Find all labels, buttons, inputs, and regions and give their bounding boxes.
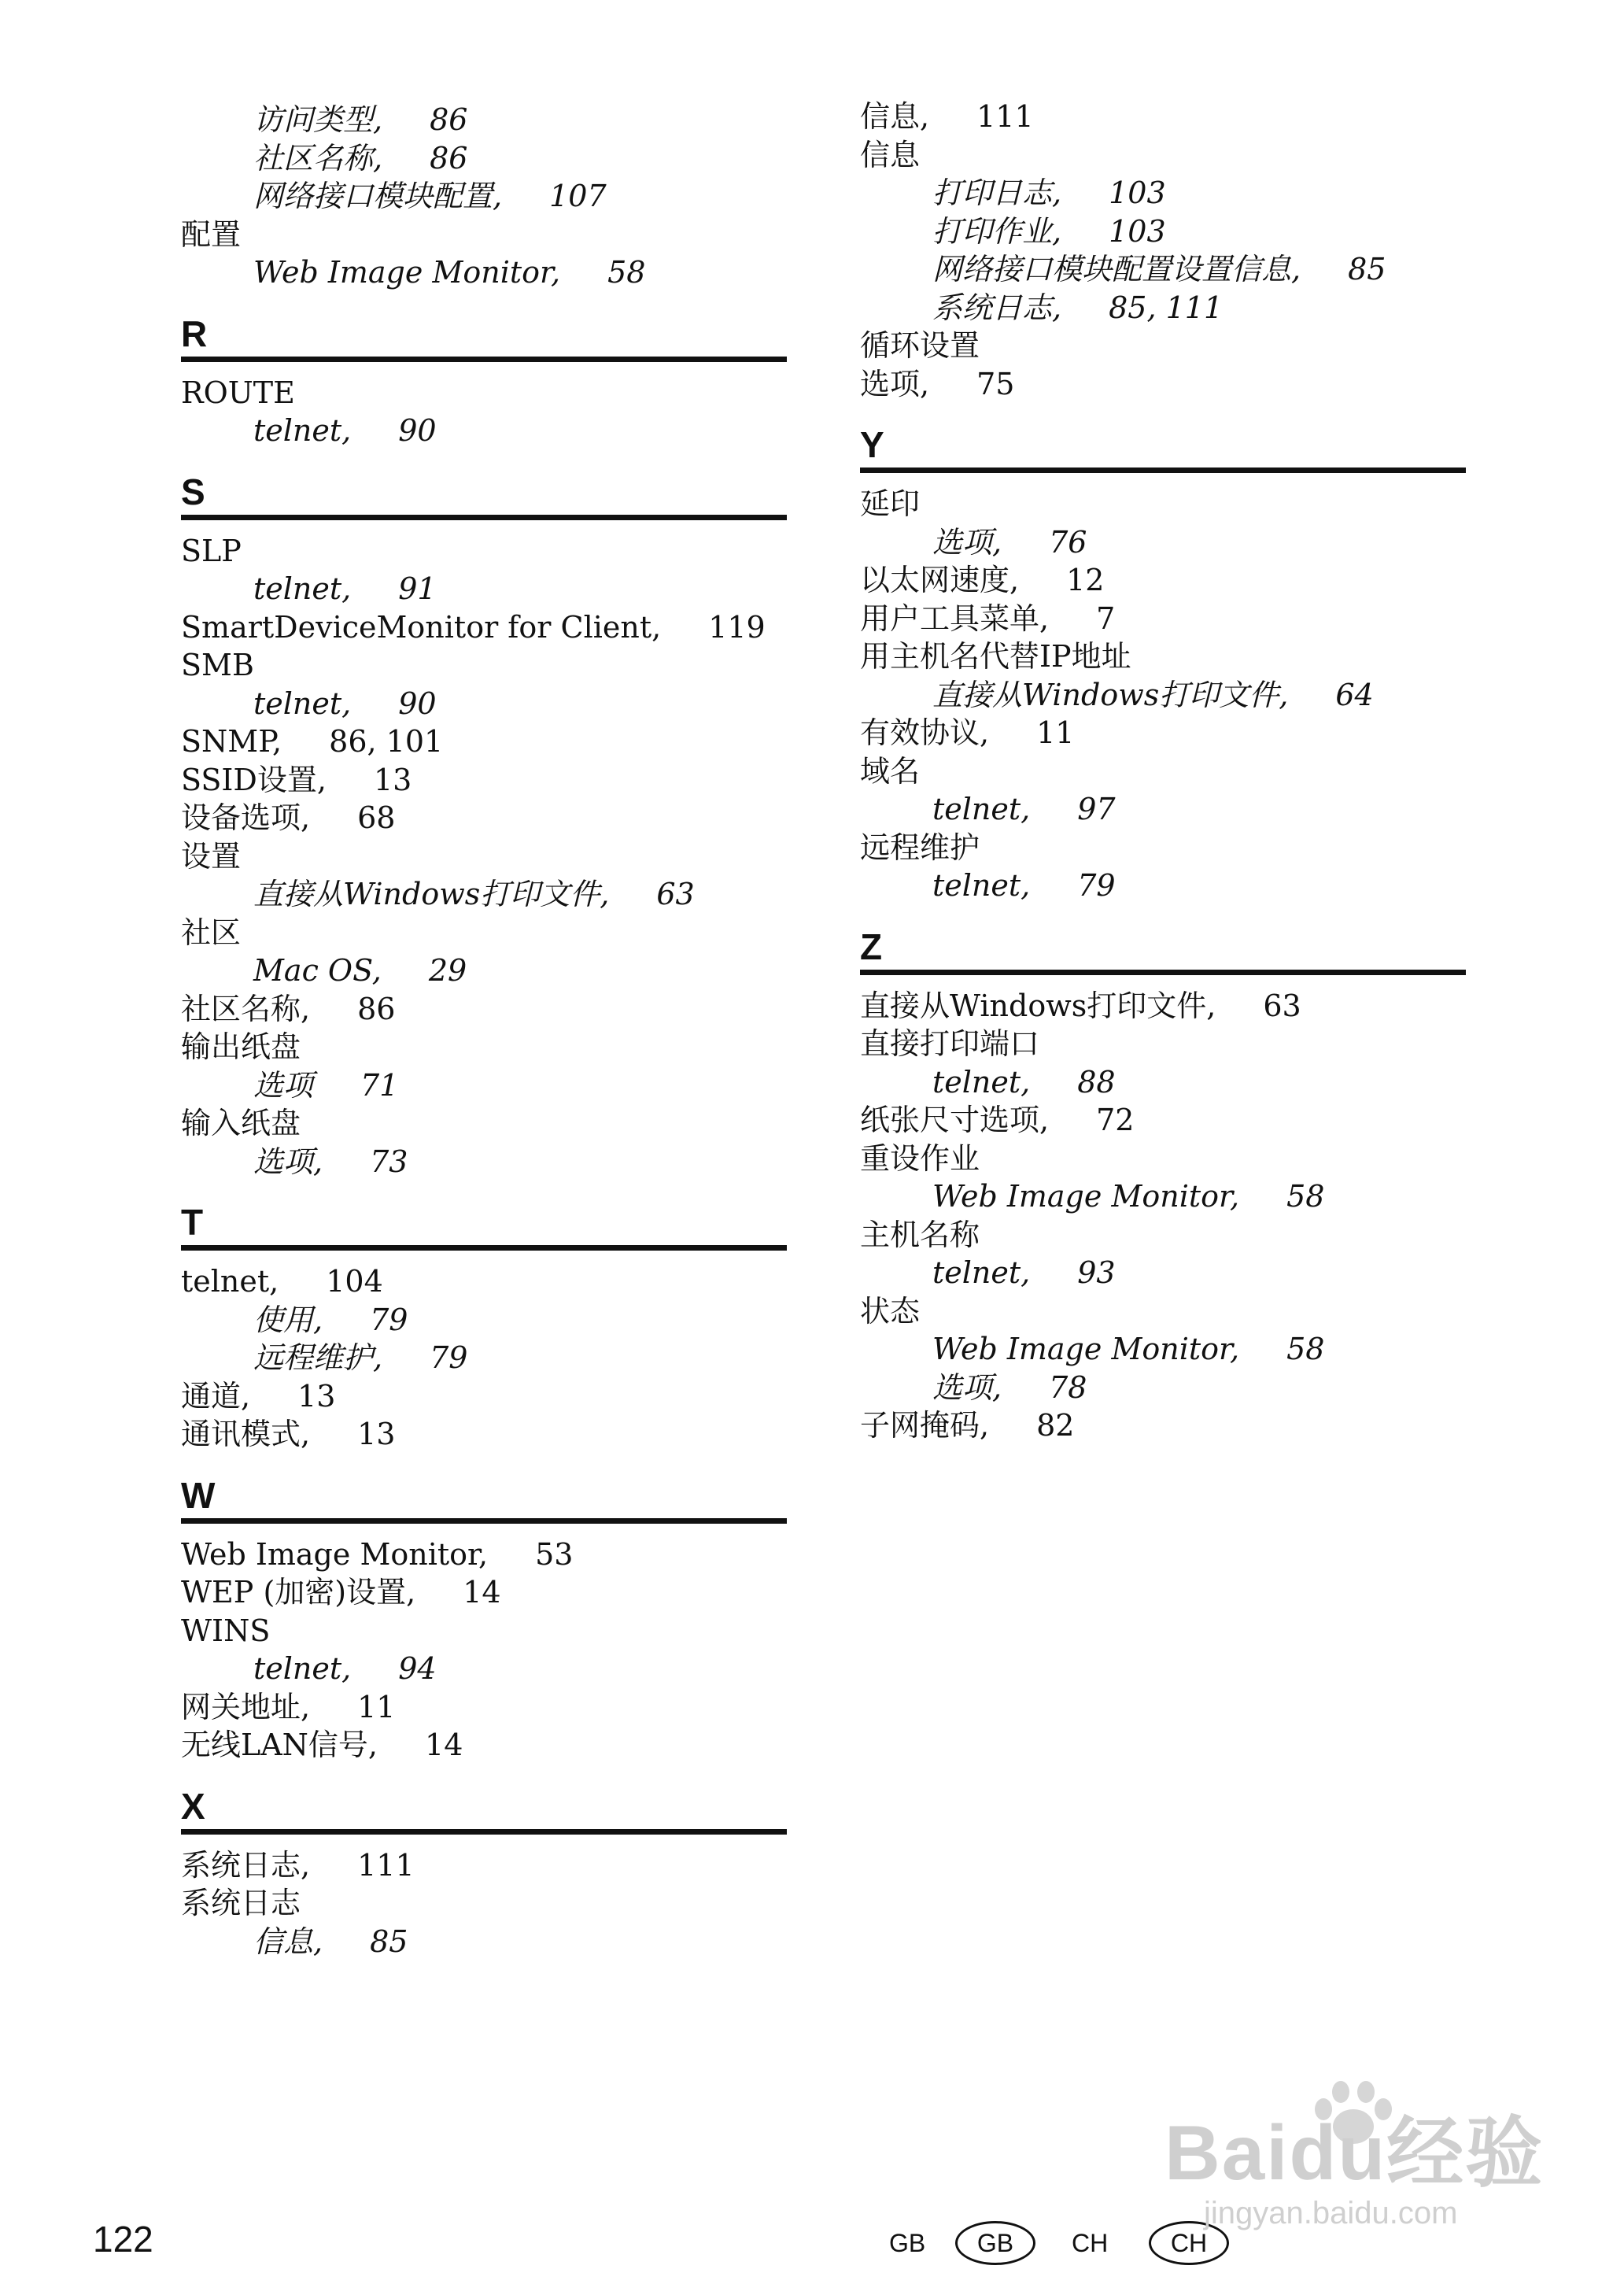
entry-term: 通道, (181, 1378, 251, 1414)
index-entry (860, 561, 1104, 599)
index-entry (181, 1104, 301, 1142)
index-subentry (253, 1301, 408, 1339)
index-subentry (932, 1063, 1116, 1101)
index-entry (860, 1292, 920, 1330)
entry-term: 选项, (253, 1144, 323, 1179)
entry-term: 延印 (860, 486, 921, 521)
entry-term: 信息, (253, 1924, 323, 1959)
entry-page-ref: 85, 111 (1109, 290, 1224, 325)
index-entry (860, 485, 920, 523)
index-subentry (932, 1369, 1087, 1406)
index-subentry (932, 1177, 1324, 1215)
index-subentry (932, 1330, 1324, 1368)
index-entry (181, 761, 412, 799)
index-entry (860, 1025, 1039, 1062)
entry-term: 用户工具菜单, (860, 601, 1050, 636)
section-letter: Z (860, 926, 883, 967)
entry-term: WINS (181, 1613, 271, 1648)
entry-term: 选项 (253, 1067, 314, 1103)
entry-term: 网关地址, (181, 1689, 311, 1724)
section-heading-x (181, 1774, 787, 1835)
index-subentry (932, 213, 1166, 250)
entry-term: 输入纸盘 (181, 1106, 301, 1140)
entry-term: telnet, (932, 868, 1031, 903)
index-subentry (932, 676, 1374, 714)
entry-term: Web Image Monitor, (932, 1179, 1240, 1214)
entry-page-ref: 68 (357, 800, 396, 835)
index-subentry (253, 177, 607, 215)
entry-page-ref: 90 (398, 686, 437, 721)
index-subentry (932, 174, 1166, 212)
entry-term: Web Image Monitor, (932, 1332, 1240, 1366)
entry-term: 直接从Windows打印文件, (860, 988, 1216, 1023)
index-subentry (253, 1066, 398, 1104)
entry-term: SmartDeviceMonitor for Client, (181, 609, 662, 645)
entry-term: 网络接口模块配置, (253, 179, 503, 213)
entry-page-ref: 11 (1036, 715, 1075, 750)
index-subentry (932, 1254, 1116, 1292)
entry-term: 直接从Windows打印文件, (253, 877, 610, 911)
index-entry (181, 837, 241, 875)
entry-term: 打印日志, (932, 176, 1062, 210)
index-entry (860, 1406, 1074, 1444)
index-entry (181, 1688, 395, 1726)
entry-page-ref: 14 (425, 1728, 463, 1762)
index-entry (181, 608, 766, 646)
index-subentry (253, 253, 645, 291)
index-subentry (253, 1143, 408, 1181)
index-subentry (253, 685, 437, 722)
section-heading-s (181, 460, 787, 520)
entry-term: 社区名称, (181, 991, 311, 1026)
entry-page-ref: 78 (1049, 1369, 1087, 1405)
entry-term: 使用, (253, 1302, 323, 1337)
entry-page-ref: 13 (297, 1378, 336, 1414)
index-subentry (253, 875, 695, 913)
entry-term: 信息, (860, 99, 930, 134)
entry-page-ref: 12 (1066, 563, 1105, 597)
index-subentry (932, 250, 1386, 288)
section-heading-z (860, 915, 1466, 975)
index-entry (181, 532, 242, 570)
entry-page-ref: 76 (1049, 524, 1087, 560)
lang-code-ch: CH (1072, 2229, 1109, 2257)
entry-term: telnet, (932, 1064, 1031, 1099)
entry-page-ref: 53 (535, 1536, 574, 1572)
entry-term: 配置 (181, 216, 242, 252)
entry-page-ref: 97 (1077, 792, 1116, 826)
entry-term: SSID设置, (181, 762, 327, 797)
section-letter: S (181, 471, 205, 512)
index-entry (181, 722, 443, 760)
entry-page-ref: 7 (1096, 601, 1116, 636)
index-entry (860, 136, 920, 174)
index-entry (860, 714, 1074, 752)
entry-page-ref: 86, 101 (329, 724, 444, 759)
entry-term: 直接从Windows打印文件, (932, 677, 1289, 712)
entry-page-ref: 79 (1077, 868, 1116, 903)
entry-term: 通讯模式, (181, 1417, 311, 1451)
section-heading-w (181, 1463, 787, 1524)
index-entry (181, 1536, 573, 1573)
lang-code-ch-circled: CH (1149, 2221, 1229, 2265)
entry-page-ref: 29 (428, 953, 467, 988)
index-entry (181, 1884, 301, 1922)
entry-term: SLP (181, 533, 242, 568)
index-entry (860, 98, 1034, 135)
entry-term: 社区 (181, 915, 242, 950)
entry-page-ref: 58 (1286, 1332, 1325, 1366)
entry-page-ref: 71 (360, 1067, 399, 1103)
entry-term: 社区名称, (253, 140, 383, 176)
index-entry (860, 752, 920, 790)
entry-page-ref: 79 (370, 1302, 408, 1337)
index-entry (860, 365, 1014, 403)
index-entry (860, 1216, 980, 1254)
entry-term: WEP (加密)设置, (181, 1575, 416, 1609)
index-subentry (932, 867, 1116, 904)
entry-term: 信息 (860, 137, 921, 172)
entry-term: 系统日志, (932, 290, 1062, 325)
entry-page-ref: 85 (1348, 252, 1386, 286)
entry-term: 访问类型, (253, 102, 383, 137)
entry-term: telnet, (932, 792, 1031, 826)
index-entry (860, 1101, 1134, 1139)
lang-code-gb-circled: GB (955, 2221, 1035, 2265)
entry-term: SNMP, (181, 724, 282, 759)
index-entry (181, 1377, 335, 1415)
index-subentry (932, 790, 1116, 828)
entry-term: telnet, (181, 1264, 279, 1299)
entry-term: 循环设置 (860, 328, 980, 363)
entry-page-ref: 111 (357, 1847, 415, 1883)
index-subentry (253, 1339, 467, 1377)
entry-term: 远程维护, (253, 1340, 383, 1375)
entry-page-ref: 103 (1109, 176, 1166, 210)
index-subentry (253, 952, 467, 989)
entry-term: SMB (181, 648, 254, 682)
index-entry (181, 990, 395, 1028)
entry-page-ref: 94 (398, 1651, 437, 1686)
entry-term: Mac OS, (253, 953, 382, 988)
entry-page-ref: 79 (430, 1340, 468, 1375)
index-entry (860, 987, 1301, 1025)
baidu-jingyan-watermark (1157, 2078, 1566, 2235)
entry-page-ref: 63 (656, 877, 695, 911)
entry-page-ref: 13 (373, 762, 412, 797)
index-subentry (253, 412, 437, 449)
index-subentry (253, 1923, 408, 1961)
entry-page-ref: 82 (1036, 1408, 1075, 1443)
entry-term: 状态 (860, 1293, 921, 1329)
index-entry (860, 1140, 980, 1177)
entry-term: 设置 (181, 838, 242, 874)
index-entry (860, 327, 980, 364)
index-entry (860, 829, 980, 867)
entry-term: 选项, (932, 1369, 1002, 1405)
index-entry (181, 1028, 301, 1066)
index-entry (860, 600, 1115, 638)
entry-term: 设备选项, (181, 800, 311, 835)
entry-page-ref: 63 (1263, 988, 1301, 1023)
index-entry (181, 1573, 501, 1611)
entry-page-ref: 86 (430, 140, 468, 176)
entry-page-ref: 58 (607, 255, 646, 290)
index-entry (181, 799, 395, 837)
index-entry (860, 638, 1131, 675)
entry-term: 远程维护 (860, 830, 980, 865)
entry-term: 无线LAN信号, (181, 1728, 378, 1762)
entry-term: Web Image Monitor, (253, 255, 561, 290)
entry-term: ROUTE (181, 375, 295, 410)
entry-page-ref: 88 (1077, 1064, 1116, 1099)
index-subentry (253, 570, 437, 608)
index-entry (181, 1612, 270, 1650)
index-entry (181, 1846, 415, 1884)
section-letter: Y (860, 424, 884, 465)
entry-term: telnet, (253, 413, 352, 448)
entry-term: 选项, (860, 366, 930, 401)
entry-term: 主机名称 (860, 1217, 980, 1252)
section-letter: T (181, 1202, 204, 1243)
section-heading-r (181, 301, 787, 362)
section-letter: X (181, 1785, 205, 1827)
index-entry (181, 1726, 463, 1764)
lang-code-gb: GB (889, 2229, 926, 2257)
entry-page-ref: 93 (1077, 1255, 1116, 1290)
entry-term: 有效协议, (860, 715, 990, 750)
entry-term: 系统日志 (181, 1886, 301, 1920)
index-subentry (932, 289, 1223, 327)
entry-term: telnet, (253, 686, 352, 721)
entry-page-ref: 86 (430, 102, 468, 137)
entry-term: telnet, (253, 1651, 352, 1686)
entry-page-ref: 13 (357, 1417, 396, 1451)
entry-page-ref: 72 (1096, 1103, 1135, 1137)
index-entry (181, 1415, 395, 1453)
index-subentry (932, 523, 1087, 561)
entry-page-ref: 14 (463, 1575, 501, 1609)
page-number: 122 (93, 2219, 153, 2260)
entry-page-ref: 75 (976, 366, 1015, 401)
entry-page-ref: 104 (326, 1264, 383, 1299)
entry-page-ref: 103 (1109, 213, 1166, 249)
entry-page-ref: 11 (357, 1689, 396, 1724)
entry-page-ref: 73 (370, 1144, 408, 1179)
entry-term: telnet, (932, 1255, 1031, 1290)
index-entry (181, 914, 241, 952)
entry-term: 重设作业 (860, 1140, 980, 1176)
section-letter: W (181, 1474, 216, 1516)
index-entry (181, 646, 254, 684)
entry-term: 直接打印端口 (860, 1026, 1040, 1061)
section-heading-y (860, 412, 1466, 473)
entry-term: 纸张尺寸选项, (860, 1103, 1050, 1137)
index-entry (181, 216, 241, 253)
section-heading-t (181, 1190, 787, 1251)
index-entry (181, 1262, 383, 1300)
entry-term: telnet, (253, 571, 352, 606)
entry-page-ref: 85 (370, 1924, 408, 1959)
entry-term: 子网掩码, (860, 1408, 990, 1443)
index-entry (181, 374, 295, 412)
entry-page-ref: 111 (976, 99, 1034, 134)
section-letter: R (181, 312, 208, 354)
index-subentry (253, 139, 467, 177)
index-subentry (253, 101, 467, 139)
entry-page-ref: 64 (1335, 677, 1374, 712)
entry-page-ref: 58 (1286, 1179, 1325, 1214)
entry-term: 输出纸盘 (181, 1029, 301, 1064)
entry-term: Web Image Monitor, (181, 1536, 489, 1572)
entry-term: 打印作业, (932, 213, 1062, 249)
entry-term: 网络接口模块配置设置信息, (932, 252, 1301, 286)
entry-page-ref: 86 (357, 991, 396, 1026)
entry-term: 域名 (860, 753, 921, 789)
entry-page-ref: 119 (708, 609, 766, 645)
entry-page-ref: 90 (398, 413, 437, 448)
entry-term: 选项, (932, 524, 1002, 560)
watermark-brand: Baidu经验 (1164, 2109, 1545, 2196)
entry-page-ref: 91 (398, 571, 437, 606)
entry-term: 系统日志, (181, 1847, 311, 1883)
index-subentry (253, 1650, 437, 1687)
entry-term: 用主机名代替IP地址 (860, 639, 1131, 674)
watermark-url: jingyan.baidu.com (1204, 2196, 1458, 2230)
entry-page-ref: 107 (549, 179, 607, 213)
entry-term: 以太网速度, (860, 563, 1020, 597)
